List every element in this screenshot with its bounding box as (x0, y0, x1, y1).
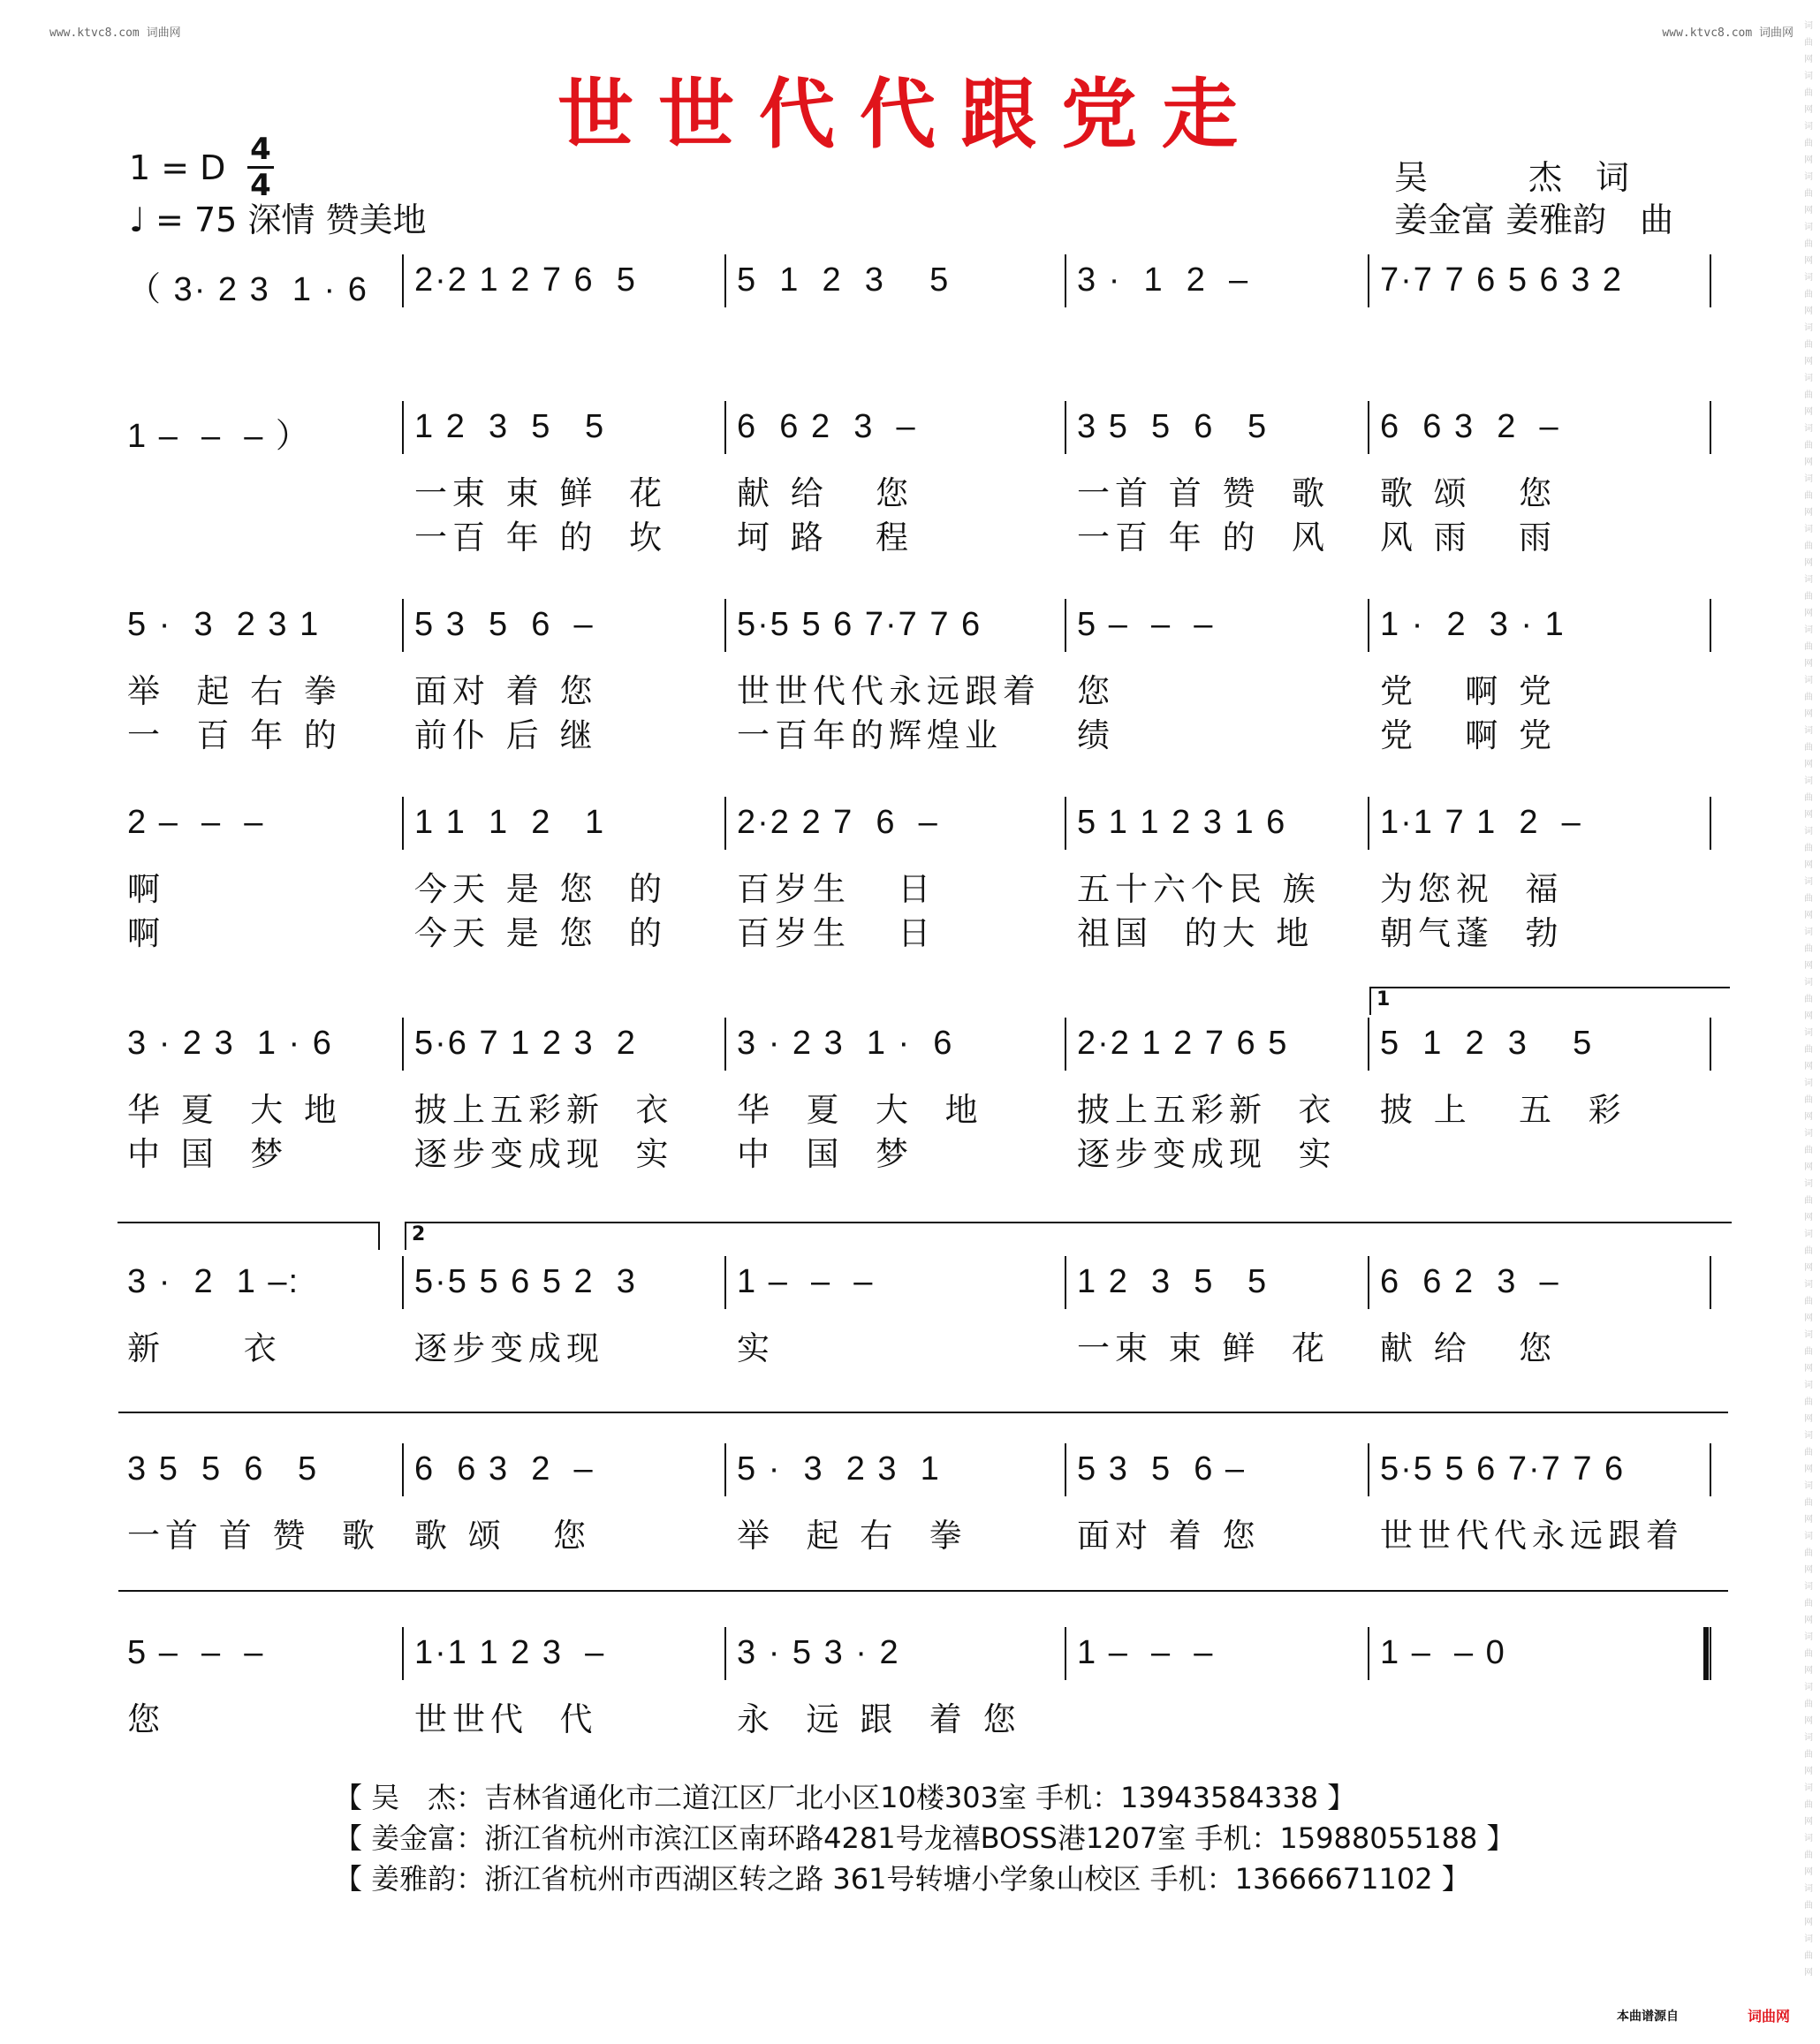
lyric-verse-1: 百岁生 日 (737, 870, 937, 908)
measure-notes: 1 – – – ） (127, 418, 311, 455)
measure-notes: 1 2 3 5 5 (1077, 1263, 1269, 1300)
measure-notes: 3 · 1 2 – (1077, 261, 1250, 299)
lyric-verse-2: 前仆 后 继 (414, 716, 598, 754)
composer-credit: 姜金富 姜雅韵 曲 (1394, 201, 1674, 239)
measure-notes: 5·5 5 6 7·7 7 6 (737, 606, 982, 643)
bar-line (724, 1256, 726, 1309)
lyric-verse-1: 披上五彩新 衣 (414, 1091, 674, 1129)
measure-notes: 1 – – 0 (1380, 1634, 1506, 1671)
measure-notes: 3 5 5 6 5 (1077, 408, 1269, 445)
lyric-verse-1: 今天 是 您 的 (414, 870, 668, 908)
measure-notes: 6 6 2 3 – (737, 408, 917, 445)
lyric-verse-2: 一 百 年 的 (127, 716, 343, 754)
lyric-verse-2: 啊 (127, 914, 165, 952)
measure-notes: （ 3· 2 3 1 · 6 (127, 271, 368, 308)
bar-line (1710, 599, 1711, 652)
lyric-verse-1: 举 起 右 拳 (127, 672, 343, 710)
lyric-verse-1: 一束 束 鲜 花 (1077, 1329, 1331, 1367)
lyric-verse-2: 绩 (1077, 716, 1115, 754)
bar-line (724, 599, 726, 652)
measure-notes: 5 1 1 2 3 1 6 (1077, 804, 1287, 841)
measure-notes: 5·6 7 1 2 3 2 (414, 1025, 637, 1062)
measure-notes: 1·1 1 2 3 – (414, 1634, 606, 1671)
measure-notes: 2·2 1 2 7 6 5 (414, 261, 637, 299)
bar-line (724, 1018, 726, 1071)
lyric-verse-1: 啊 (127, 870, 165, 908)
measure-notes: 1 – – – (737, 1263, 875, 1300)
lyric-verse-2: 逐步变成现 实 (1077, 1135, 1337, 1173)
lyric-verse-1: 新 衣 (127, 1329, 282, 1367)
bar-line (402, 1018, 404, 1071)
lyric-verse-1: 为您祝 福 (1380, 870, 1564, 908)
bar-line (1065, 1627, 1066, 1680)
lyric-verse-2: 中 国 梦 (737, 1135, 914, 1173)
measure-notes: 5 · 3 2 3 1 (127, 606, 321, 643)
lyric-verse-1: 五十六个民 族 (1077, 870, 1321, 908)
measure-notes: 2·2 1 2 7 6 5 (1077, 1025, 1289, 1062)
contact-composer-1: 【 姜金富：浙江省杭州市滨江区南环路4281号龙禧BOSS港1207室 手机：15988055188 】 (334, 1821, 1515, 1855)
measure-notes: 2 – – – (127, 804, 265, 841)
final-barline (1703, 1627, 1709, 1680)
lyric-verse-2: 朝气蓬 勃 (1380, 914, 1564, 952)
bar-line (1065, 1018, 1066, 1071)
lyric-verse-1: 披上五彩新 衣 (1077, 1091, 1337, 1129)
measure-notes: 5 – – – (127, 1634, 265, 1671)
measure-notes: 3 · 2 1 –: (127, 1263, 300, 1300)
bar-line (1710, 254, 1711, 307)
measure-notes: 2·2 2 7 6 – (737, 804, 939, 841)
lyric-verse-1: 您 (1077, 672, 1115, 710)
bar-line (1065, 1443, 1066, 1496)
bar-line (724, 1627, 726, 1680)
bar-line (1710, 797, 1711, 850)
volta-1: 1 (1369, 987, 1730, 1015)
bar-line (1368, 1018, 1369, 1071)
measure-notes: 5 3 5 6 – (414, 606, 595, 643)
quarter-note-icon: ♩ (129, 201, 145, 239)
lyric-verse-1: 献 给 您 (737, 474, 914, 512)
measure-notes: 3 · 2 3 1 · 6 (127, 1025, 333, 1062)
lyric-verse-2: 党 啊 党 (1380, 716, 1558, 754)
watermark-left: www.ktvc8.com 词曲网 (49, 26, 181, 40)
bar-line (724, 401, 726, 454)
contact-composer-2: 【 姜雅韵：浙江省杭州市西湖区转之路 361号转塘小学象山校区 手机：13666671102 】 (334, 1862, 1470, 1896)
measure-notes: 1 – – – (1077, 1634, 1215, 1671)
lyric-verse-1: 一束 束 鲜 花 (414, 474, 668, 512)
bar-line (402, 254, 404, 307)
lyric-verse-1: 世世代代永远跟着 (1380, 1517, 1684, 1555)
tempo-marking: ♩ = 75 深情 赞美地 (129, 201, 427, 239)
bar-line (724, 797, 726, 850)
watermark-right: www.ktvc8.com 词曲网 (1662, 26, 1793, 40)
bar-line (724, 1443, 726, 1496)
lyric-verse-1: 歌 颂 您 (414, 1517, 592, 1555)
lyric-verse-1: 实 (737, 1329, 775, 1367)
lyric-verse-1: 举 起 右 拳 (737, 1517, 967, 1555)
bar-line (1710, 1256, 1711, 1309)
measure-notes: 7·7 7 6 5 6 3 2 (1380, 261, 1624, 299)
measure-notes: 5 1 2 3 5 (737, 261, 951, 299)
volta-1-end (118, 1222, 380, 1250)
lyric-verse-1: 永 远 跟 着 您 (737, 1700, 1021, 1738)
measure-notes: 5·5 5 6 7·7 7 6 (1380, 1450, 1626, 1488)
side-watermark: 词曲网词曲网词曲网词曲网词曲网词曲网词曲网词曲网词曲网词曲网词曲网词曲网词曲网词曲网词曲网词曲网词曲网词曲网词曲网词曲网词曲网词曲网词曲网词曲网词曲网词曲网词曲网词曲网词曲网词曲网词曲网词曲网词曲网词曲网词曲网词曲网词曲网词曲网词曲网 (1804, 21, 1813, 1978)
bar-line (402, 599, 404, 652)
footer-source: 本曲谱源自 (1617, 2010, 1679, 2024)
measure-notes: 6 6 2 3 – (1380, 1263, 1560, 1300)
footer-brand[interactable]: 词曲网 (1748, 2008, 1791, 2025)
bar-line (1710, 401, 1711, 454)
bar-line (402, 401, 404, 454)
lyric-verse-1: 面对 着 您 (1077, 1517, 1261, 1555)
lyric-verse-2: 一百 年 的 坎 (414, 519, 668, 556)
measure-notes: 1·1 7 1 2 – (1380, 804, 1582, 841)
bar-line (1368, 401, 1369, 454)
measure-notes: 6 6 3 2 – (1380, 408, 1560, 445)
bar-line (724, 254, 726, 307)
lyricist-credit: 吴 杰 词 (1394, 158, 1630, 197)
measure-notes: 1 1 1 2 1 (414, 804, 606, 841)
lyric-verse-1: 您 (127, 1700, 165, 1738)
lyric-verse-2: 一百 年 的 风 (1077, 519, 1331, 556)
bar-line (1065, 254, 1066, 307)
lyric-verse-1: 一首 首 赞 歌 (1077, 474, 1331, 512)
lyric-verse-2: 祖国 的大 地 (1077, 914, 1315, 952)
measure-notes: 5 1 2 3 5 (1380, 1025, 1594, 1062)
bar-line (1710, 1443, 1711, 1496)
measure-notes: 3 · 5 3 · 2 (737, 1634, 900, 1671)
lyric-verse-2: 百岁生 日 (737, 914, 937, 952)
measure-notes: 3 · 2 3 1 · 6 (737, 1025, 954, 1062)
measure-notes: 1 · 2 3 · 1 (1380, 606, 1566, 643)
measure-notes: 5 3 5 6 – (1077, 1450, 1247, 1488)
bar-line (1368, 1256, 1369, 1309)
bar-line (1065, 1256, 1066, 1309)
lyric-verse-1: 披 上 五 彩 (1380, 1091, 1627, 1129)
lyric-verse-2: 风 雨 雨 (1380, 519, 1558, 556)
lyric-verse-1: 党 啊 党 (1380, 672, 1558, 710)
bar-line (402, 1443, 404, 1496)
lyric-verse-1: 献 给 您 (1380, 1329, 1558, 1367)
contact-lyricist: 【 吴 杰：吉林省通化市二道江区厂北小区10楼303室 手机：13943584338 】 (334, 1781, 1356, 1814)
bar-line (1368, 1443, 1369, 1496)
bar-line (1065, 401, 1066, 454)
lyric-verse-2: 今天 是 您 的 (414, 914, 668, 952)
measure-notes: 5·5 5 6 5 2 3 (414, 1263, 637, 1300)
lyric-verse-2: 中 国 梦 (127, 1135, 289, 1173)
measure-notes: 6 6 3 2 – (414, 1450, 595, 1488)
bar-line (402, 1627, 404, 1680)
measure-notes: 5 – – – (1077, 606, 1215, 643)
lyric-verse-2: 一百年的辉煌业 (737, 716, 1003, 754)
lyric-verse-1: 面对 着 您 (414, 672, 598, 710)
system-rule (118, 1412, 1728, 1413)
bar-line (1710, 1627, 1711, 1680)
lyric-verse-1: 世世代 代 (414, 1700, 598, 1738)
measure-notes: 3 5 5 6 5 (127, 1450, 319, 1488)
lyric-verse-1: 逐步变成现 (414, 1329, 604, 1367)
key-signature: 1 = D (129, 148, 226, 187)
lyric-verse-2: 坷 路 程 (737, 519, 914, 556)
measure-notes: 1 2 3 5 5 (414, 408, 606, 445)
lyric-verse-1: 世世代代永远跟着 (737, 672, 1041, 710)
bar-line (1065, 797, 1066, 850)
volta-2: 2 (405, 1222, 1732, 1250)
bar-line (402, 1256, 404, 1309)
lyric-verse-1: 华 夏 大 地 (737, 1091, 983, 1129)
lyric-verse-1: 歌 颂 您 (1380, 474, 1558, 512)
bar-line (402, 797, 404, 850)
measure-notes: 5 · 3 2 3 1 (737, 1450, 941, 1488)
lyric-verse-1: 华 夏 大 地 (127, 1091, 343, 1129)
system-rule (118, 1590, 1728, 1592)
bar-line (1368, 599, 1369, 652)
time-signature: 4 4 (247, 134, 274, 201)
bar-line (1368, 254, 1369, 307)
bar-line (1710, 1018, 1711, 1071)
lyric-verse-1: 一首 首 赞 歌 (127, 1517, 381, 1555)
bar-line (1368, 1627, 1369, 1680)
lyric-verse-2: 逐步变成现 实 (414, 1135, 674, 1173)
bar-line (1368, 797, 1369, 850)
page-title: 世世代代跟党走 (557, 70, 1263, 159)
bar-line (1065, 599, 1066, 652)
